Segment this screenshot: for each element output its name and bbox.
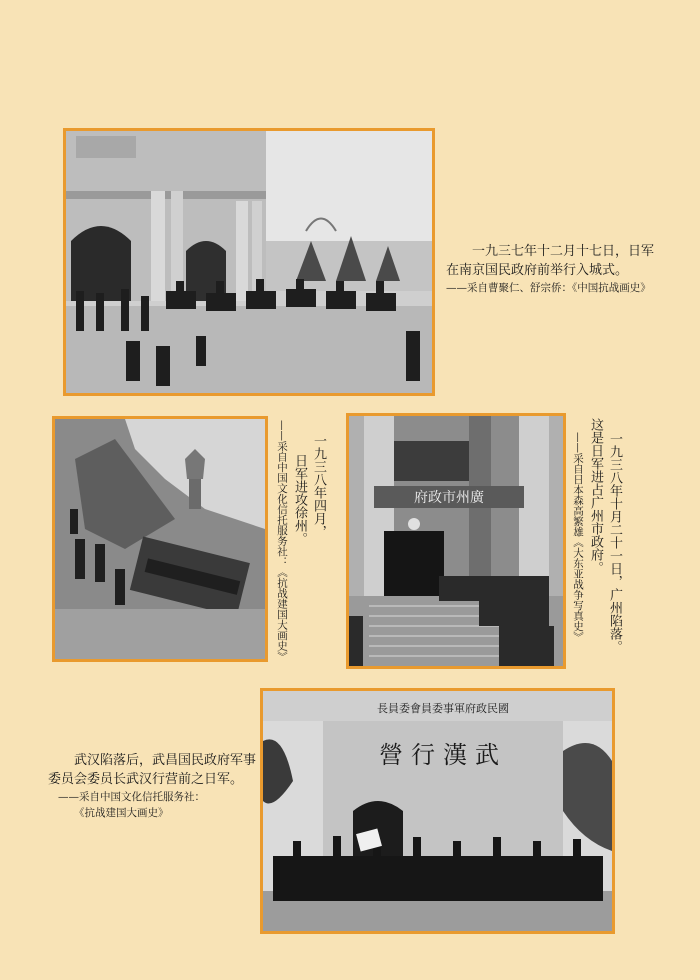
caption-nanjing xyxy=(446,242,696,296)
xuzhou-photo-illustration xyxy=(55,419,265,659)
wuhan-photo-illustration xyxy=(263,691,612,931)
caption-guangzhou xyxy=(570,418,624,678)
caption-xuzhou-line1: 一九三八年四月， xyxy=(311,434,326,538)
photo-xuzhou-attack xyxy=(52,416,268,662)
caption-nanjing-line1: 一九三七年十二月十七日，日军 xyxy=(472,244,655,259)
photo-wuhan-field-headquarters xyxy=(260,688,615,934)
caption-nanjing-source: ——采自曹聚仁、舒宗侨：《中国抗战画史》 xyxy=(446,282,651,294)
wuhan-upper-sign: 長員委會員委事軍府政民國 xyxy=(377,702,509,715)
photo-guangzhou-city-government xyxy=(346,413,566,669)
guangzhou-photo-illustration xyxy=(349,416,563,666)
caption-wuhan-source-line1: ——采自中国文化信托服务社： xyxy=(58,791,205,803)
caption-guangzhou-line2: 这是日军进占广州市政府。 xyxy=(588,418,603,574)
guangzhou-sign-text: 府政市州廣 xyxy=(414,490,484,506)
caption-xuzhou-source: ——采自中国文化信托服务社：《抗战建国大画史》 xyxy=(276,420,288,662)
wuhan-main-sign: 營行漢武 xyxy=(379,741,507,769)
nanjing-photo-illustration xyxy=(66,131,432,393)
caption-xuzhou xyxy=(274,420,328,660)
caption-wuhan-source-line2: 《抗战建国大画史》 xyxy=(74,807,169,819)
caption-guangzhou-source: ——采自日本森高繁雄《大东亚战争写真史》 xyxy=(572,432,584,642)
photo-nanjing-entry-ceremony xyxy=(63,128,435,396)
caption-wuhan-line2: 委员会委员长武汉行营前之日军。 xyxy=(48,772,244,787)
caption-wuhan-line1: 武汉陷落后，武昌国民政府军事 xyxy=(74,753,257,768)
caption-xuzhou-line2: 日军进攻徐州。 xyxy=(292,454,307,545)
caption-nanjing-line2: 在南京国民政府前举行入城式。 xyxy=(446,263,629,278)
caption-guangzhou-line1: 一九三八年十月二十一日，广州陷落。 xyxy=(607,432,622,653)
caption-wuhan xyxy=(48,751,263,821)
